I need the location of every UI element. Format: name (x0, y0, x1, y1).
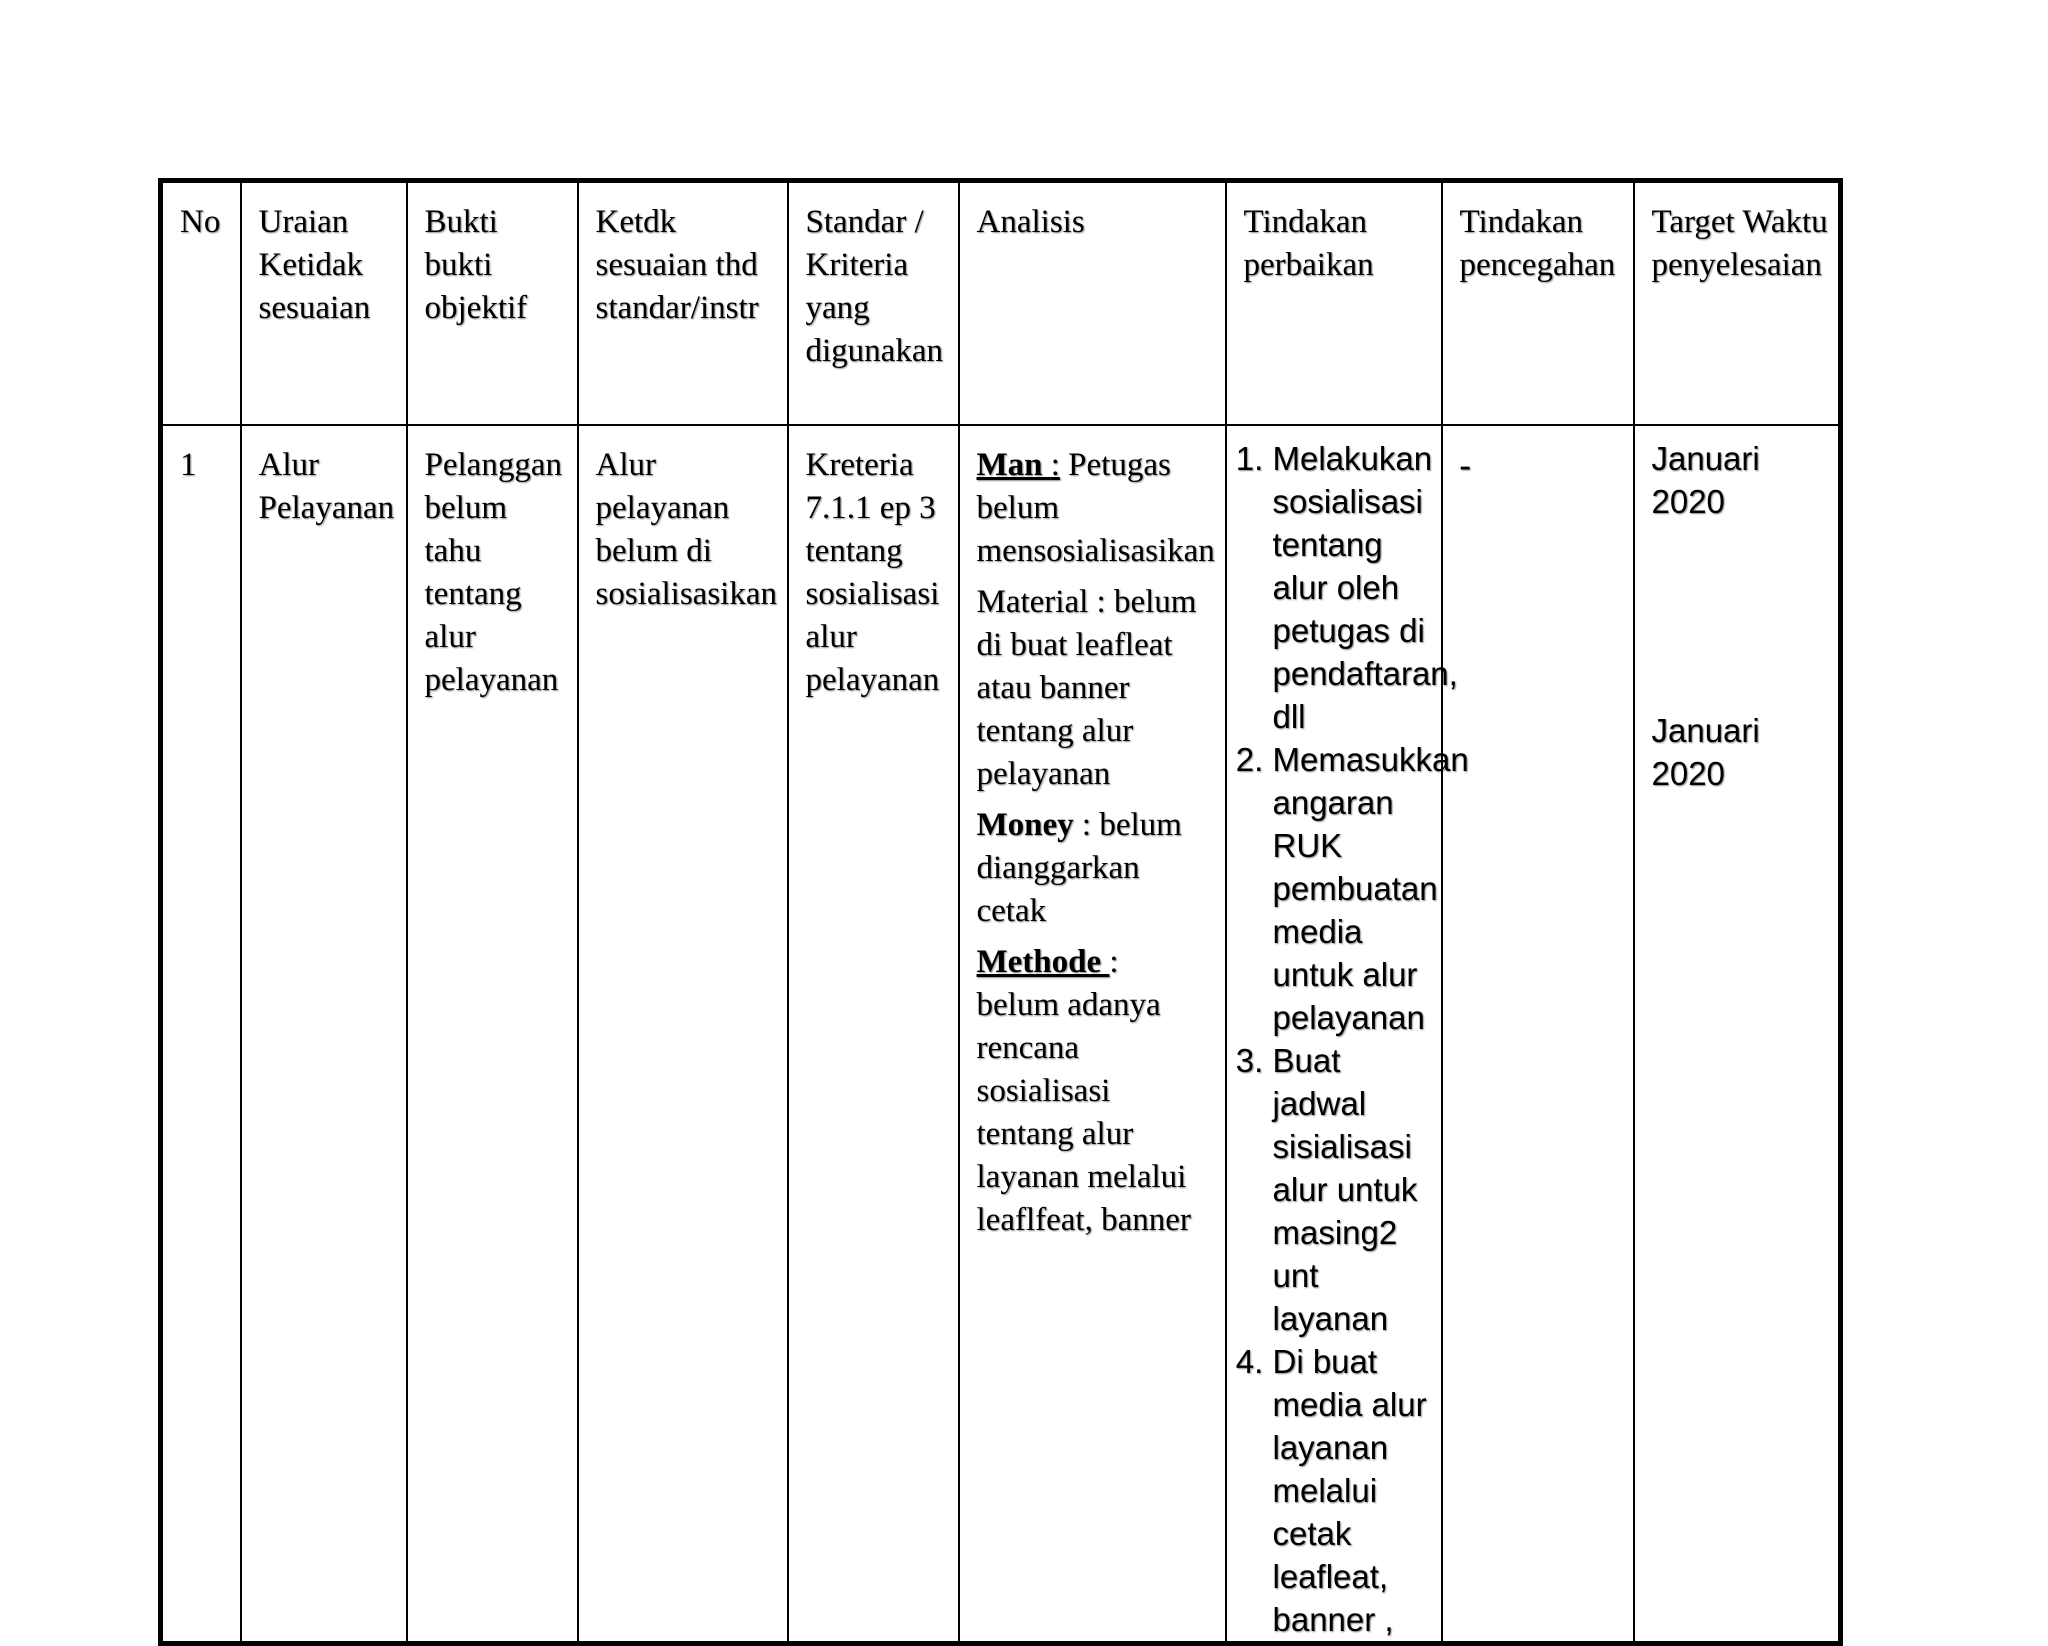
cell-perbaikan (1226, 425, 1469, 1644)
cell-bukti: Pelanggan belum tahu tentang alur pelayanan (407, 425, 578, 1644)
header-ketdk: Ketdk sesuaian thd standar/instr (578, 181, 788, 425)
list-item: 2. Memasukkan angaran RUK pembuatan media untuk alur pelayanan (1273, 738, 1435, 1039)
cell-ketdk: Alur pelayanan belum di sosialisasikan (578, 425, 788, 1644)
analisis-methode-sep: : (1109, 943, 1119, 980)
analisis-material: Material : belum di buat leafleat atau banner tentang alur pelayanan (976, 583, 1197, 792)
header-no: No (161, 181, 241, 425)
table-row (161, 425, 1841, 1644)
analisis-money (977, 804, 1215, 933)
target-date-1: Januari 2020 (1651, 439, 1760, 520)
nonconformity-table (158, 178, 1843, 1646)
header-pencegahan: Tindakan pencegahan (1442, 181, 1634, 425)
header-analisis: Analisis (959, 181, 1226, 425)
list-item: 1. Melakukan sosialisasi tentang alur oleh petugas di pendaftaran, dll (1273, 437, 1435, 738)
analisis-man-sep: : (1050, 446, 1060, 483)
header-target: Target Waktu penyelesaian (1634, 181, 1841, 425)
cell-uraian: Alur Pelayanan (241, 425, 407, 1644)
cell-standar: Kreteria 7.1.1 ep 3 tentang sosialisasi alur pelayanan (788, 425, 959, 1644)
list-item: 3. Buat jadwal sisialisasi alur untuk masing2 unt layanan (1273, 1039, 1435, 1340)
analisis-money-text: : belum dianggarkan cetak (976, 806, 1182, 929)
analisis-man-text: Petugas belum mensosialisasikan (976, 446, 1215, 569)
analisis-man-label: Man (976, 446, 1051, 483)
target-date-2: Januari 2020 (1651, 711, 1760, 792)
analisis-money-label: Money (976, 806, 1074, 843)
corrective-actions-list (1239, 437, 1469, 1641)
header-row (161, 181, 1841, 425)
cell-analisis (959, 425, 1226, 1644)
analisis-man (977, 444, 1215, 573)
analisis-methode-label: Methode (976, 943, 1110, 980)
cell-pencegahan (1442, 425, 1634, 1644)
header-standar: Standar / Kriteria yang digunakan (788, 181, 959, 425)
cell-no: 1 (161, 425, 241, 1644)
header-uraian: Uraian Ketidak sesuaian (241, 181, 407, 425)
list-item: 4. Di buat media alur layanan melalui cetak leafleat, banner , (1273, 1340, 1435, 1641)
analisis-methode-text: belum adanya rencana sosialisasi tentang alur layanan melalui leaflfeat, banner (976, 986, 1191, 1238)
header-perbaikan: Tindakan perbaikan (1226, 181, 1442, 425)
pencegahan-value: - (1459, 446, 1471, 484)
cell-target (1634, 425, 1841, 1644)
header-bukti: Bukti bukti objektif (407, 181, 578, 425)
analisis-methode (977, 941, 1215, 1242)
